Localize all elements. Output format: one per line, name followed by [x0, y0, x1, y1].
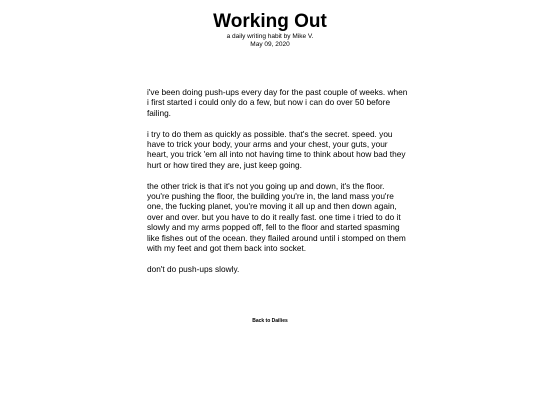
- post-header: [0, 11, 540, 49]
- paragraph: i've been doing push-ups every day for the past couple of weeks. when i first started i could only do a few, but now i can do over 50 before failing.: [147, 87, 408, 118]
- paragraph: i try to do them as quickly as possible. that's the secret. speed. you have to trick your body, your arms and your chest, your guts, your heart, you trick 'em all into not having time to think about how bad they hurt or how tired they are, just keep going.: [147, 128, 406, 170]
- paragraph: don't do push-ups slowly.: [147, 263, 240, 274]
- byline: a daily writing habit by Mike V.: [226, 33, 314, 40]
- post-date: May 09, 2020: [250, 41, 290, 48]
- back-to-dailies-link[interactable]: Back to Dailies: [252, 318, 288, 324]
- page-title: Working Out: [213, 11, 327, 32]
- paragraph: the other trick is that it's not you going up and down, it's the floor. you're pushing the floor, the building you're in, the land mass you're one, the fucking planet, you're moving it all up and then down again, over and over. but you have to do it really fast. one time i tried to do it slowly and my arms popped off, fell to the floor and started spasming like fishes out of the ocean. they flailed around until i stomped on them with my feet and got them back into socket.: [147, 180, 406, 254]
- post-body: [147, 87, 409, 285]
